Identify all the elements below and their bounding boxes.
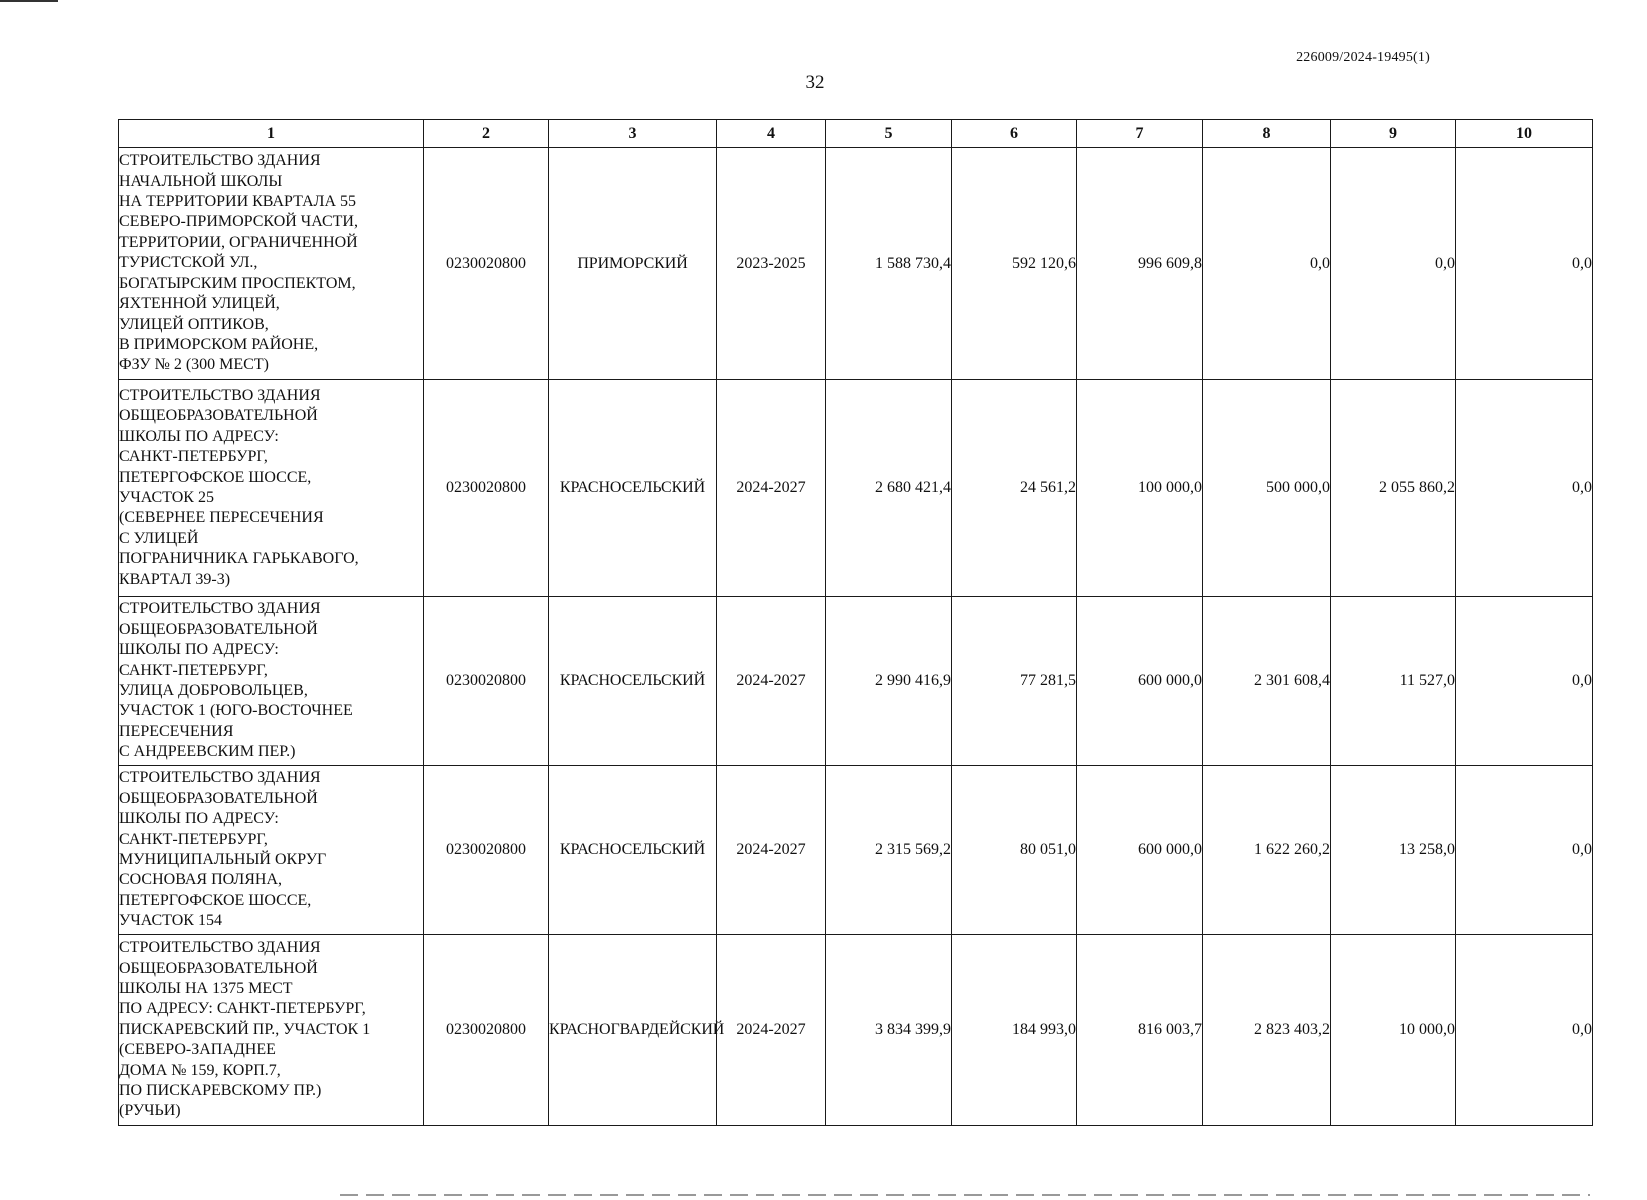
column-header: 10 [1456,120,1593,148]
column-header: 8 [1203,120,1331,148]
amount-cell: 2 315 569,2 [826,766,952,935]
project-name-cell: СТРОИТЕЛЬСТВО ЗДАНИЯ ОБЩЕОБРАЗОВАТЕЛЬНОЙ ШКОЛЫ НА 1375 МЕСТ ПО АДРЕСУ: САНКТ-ПЕТЕРБУРГ, ПИСКАРЕВСКИЙ ПР., УЧАСТОК 1 (СЕВЕРО-ЗАПАДНЕЕ ДОМА № 159, КОРП.7, ПО ПИСКАРЕВСКОМУ ПР.) (РУЧЬИ) [119,935,424,1126]
district-cell: КРАСНОСЕЛЬСКИЙ [549,380,717,597]
scan-bottom-mark [340,1194,1590,1196]
table-row [119,380,1593,597]
amount-cell: 600 000,0 [1077,766,1203,935]
district-cell: КРАСНОСЕЛЬСКИЙ [549,766,717,935]
amount-cell: 2 680 421,4 [826,380,952,597]
amount-cell: 0,0 [1456,597,1593,766]
amount-cell: 1 622 260,2 [1203,766,1331,935]
district-cell: ПРИМОРСКИЙ [549,148,717,380]
budget-code-cell: 0230020800 [424,935,549,1126]
amount-cell: 2 301 608,4 [1203,597,1331,766]
scan-edge-mark [0,0,58,2]
table-row [119,597,1593,766]
amount-cell: 2 055 860,2 [1331,380,1456,597]
amount-cell: 3 834 399,9 [826,935,952,1126]
column-header: 7 [1077,120,1203,148]
amount-cell: 100 000,0 [1077,380,1203,597]
amount-cell: 0,0 [1203,148,1331,380]
column-header: 3 [549,120,717,148]
amount-cell: 592 120,6 [952,148,1077,380]
document-id: 226009/2024-19495(1) [1296,50,1430,65]
column-header: 9 [1331,120,1456,148]
amount-cell: 77 281,5 [952,597,1077,766]
period-cell: 2024-2027 [717,380,826,597]
amount-cell: 2 823 403,2 [1203,935,1331,1126]
budget-code-cell: 0230020800 [424,380,549,597]
amount-cell: 1 588 730,4 [826,148,952,380]
amount-cell: 600 000,0 [1077,597,1203,766]
amount-cell: 996 609,8 [1077,148,1203,380]
project-name-cell: СТРОИТЕЛЬСТВО ЗДАНИЯ ОБЩЕОБРАЗОВАТЕЛЬНОЙ ШКОЛЫ ПО АДРЕСУ: САНКТ-ПЕТЕРБУРГ, МУНИЦИПАЛЬНЫЙ ОКРУГ СОСНОВАЯ ПОЛЯНА, ПЕТЕРГОФСКОЕ ШОССЕ, УЧАСТОК 154 [119,766,424,935]
column-number-row [119,120,1593,148]
amount-cell: 0,0 [1456,935,1593,1126]
budget-code-cell: 0230020800 [424,148,549,380]
column-header: 5 [826,120,952,148]
project-name-cell: СТРОИТЕЛЬСТВО ЗДАНИЯ ОБЩЕОБРАЗОВАТЕЛЬНОЙ ШКОЛЫ ПО АДРЕСУ: САНКТ-ПЕТЕРБУРГ, УЛИЦА ДОБРОВОЛЬЦЕВ, УЧАСТОК 1 (ЮГО-ВОСТОЧНЕЕ ПЕРЕСЕЧЕНИЯ С АНДРЕЕВСКИМ ПЕР.) [119,597,424,766]
budget-table [118,119,1593,1126]
district-cell: КРАСНОСЕЛЬСКИЙ [549,597,717,766]
amount-cell: 0,0 [1456,148,1593,380]
table-row [119,766,1593,935]
period-cell: 2024-2027 [717,935,826,1126]
table-row [119,148,1593,380]
amount-cell: 500 000,0 [1203,380,1331,597]
amount-cell: 11 527,0 [1331,597,1456,766]
amount-cell: 80 051,0 [952,766,1077,935]
column-header: 4 [717,120,826,148]
page-number: 32 [805,72,825,93]
project-name-cell: СТРОИТЕЛЬСТВО ЗДАНИЯ НАЧАЛЬНОЙ ШКОЛЫ НА ТЕРРИТОРИИ КВАРТАЛА 55 СЕВЕРО-ПРИМОРСКОЙ ЧАСТИ, ТЕРРИТОРИИ, ОГРАНИЧЕННОЙ ТУРИСТСКОЙ УЛ., БОГАТЫРСКИМ ПРОСПЕКТОМ, ЯХТЕННОЙ УЛИЦЕЙ, УЛИЦЕЙ ОПТИКОВ, В ПРИМОРСКОМ РАЙОНЕ, ФЗУ № 2 (300 МЕСТ) [119,148,424,380]
amount-cell: 816 003,7 [1077,935,1203,1126]
amount-cell: 10 000,0 [1331,935,1456,1126]
column-header: 1 [119,120,424,148]
amount-cell: 184 993,0 [952,935,1077,1126]
table-row [119,935,1593,1126]
period-cell: 2024-2027 [717,597,826,766]
column-header: 2 [424,120,549,148]
amount-cell: 13 258,0 [1331,766,1456,935]
budget-code-cell: 0230020800 [424,597,549,766]
amount-cell: 0,0 [1456,766,1593,935]
budget-code-cell: 0230020800 [424,766,549,935]
period-cell: 2023-2025 [717,148,826,380]
amount-cell: 2 990 416,9 [826,597,952,766]
district-cell: КРАСНОГВАРДЕЙСКИЙ [549,935,717,1126]
amount-cell: 24 561,2 [952,380,1077,597]
amount-cell: 0,0 [1456,380,1593,597]
project-name-cell: СТРОИТЕЛЬСТВО ЗДАНИЯ ОБЩЕОБРАЗОВАТЕЛЬНОЙ ШКОЛЫ ПО АДРЕСУ: САНКТ-ПЕТЕРБУРГ, ПЕТЕРГОФСКОЕ ШОССЕ, УЧАСТОК 25 (СЕВЕРНЕЕ ПЕРЕСЕЧЕНИЯ С УЛИЦЕЙ ПОГРАНИЧНИКА ГАРЬКАВОГО, КВАРТАЛ 39-3) [119,380,424,597]
column-header: 6 [952,120,1077,148]
amount-cell: 0,0 [1331,148,1456,380]
period-cell: 2024-2027 [717,766,826,935]
